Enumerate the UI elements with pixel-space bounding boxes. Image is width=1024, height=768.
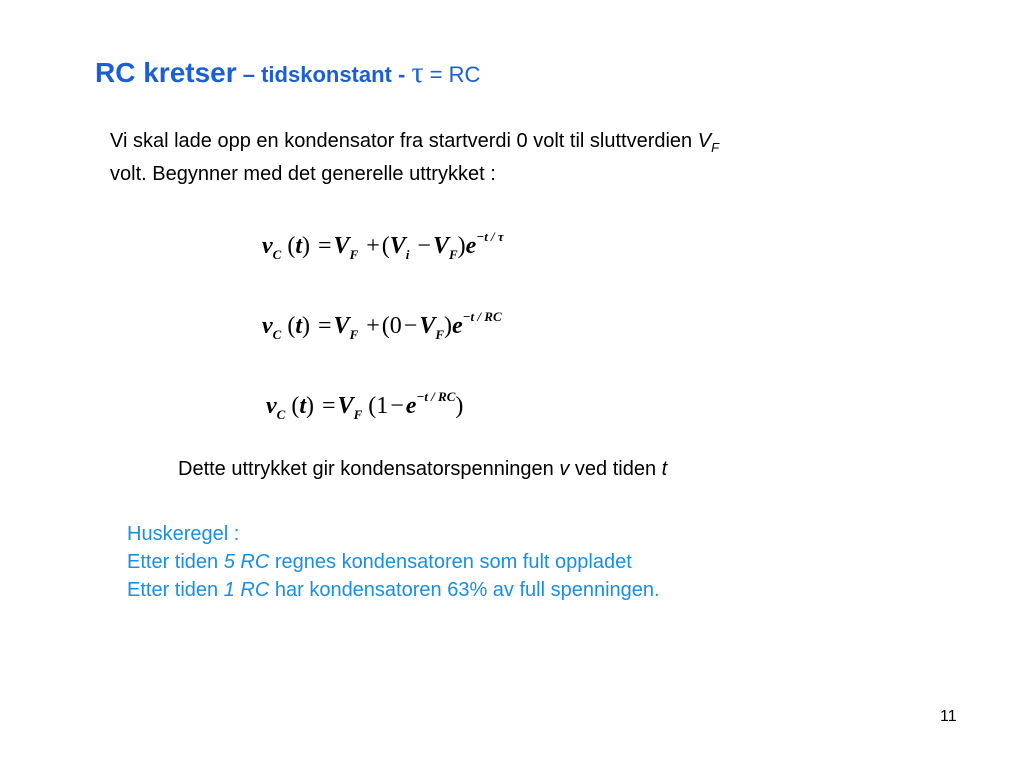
eq2-exponent: −t / RC [462, 309, 502, 324]
eq1-sub-f2: F [448, 247, 458, 262]
equation-general [262, 230, 504, 261]
eq3-paren-open: ( [291, 393, 300, 419]
title-main: RC kretser [95, 57, 237, 88]
eq2-bracket-close: ) [444, 313, 453, 339]
rule-line2-suffix: har kondensatoren 63% av full spenningen. [269, 579, 660, 601]
eq3-e: e [405, 393, 417, 419]
intro-var-v: V [697, 130, 712, 152]
eq1-bracket-close: ) [457, 233, 466, 259]
intro-text [110, 128, 910, 187]
eq1-vf2: V [432, 233, 449, 259]
eq3-equals: = [322, 393, 336, 419]
eq3-minus: − [390, 393, 404, 419]
eq2-equals: = [318, 313, 332, 339]
conclusion-prefix: Dette uttrykket gir kondensatorspenningen [178, 458, 560, 480]
eq3-paren-close: ) [306, 393, 314, 419]
eq1-sub-c: C [272, 247, 282, 262]
eq3-exponent: −t / RC [416, 389, 456, 404]
rule-line1-prefix: Etter tiden [127, 551, 224, 573]
title-eq: = RC [423, 62, 481, 87]
eq2-vf: V [333, 313, 350, 339]
eq3-v: v [266, 393, 277, 419]
eq3-sub-f: F [353, 407, 363, 422]
eq1-t: t [295, 233, 302, 259]
rule-line2 [127, 576, 660, 604]
eq2-sub-f2: F [435, 327, 445, 342]
rule-line2-em: 1 RC [223, 579, 270, 601]
intro-var-f: F [711, 140, 720, 155]
page-title [95, 56, 480, 90]
eq2-sub-c: C [272, 327, 282, 342]
title-sub: – tidskonstant - [236, 62, 412, 87]
rule-line1-suffix: regnes kondensatoren som fult oppladet [269, 551, 632, 573]
rule-line2-prefix: Etter tiden [127, 579, 224, 601]
eq1-plus: + [366, 233, 380, 259]
intro-line2: volt. Begynner med det generelle uttrykket : [110, 163, 496, 185]
eq2-e: e [452, 313, 463, 339]
conclusion-v: v [559, 458, 570, 480]
eq3-one: 1 [376, 393, 389, 419]
eq2-vf2: V [419, 313, 436, 339]
eq1-sub-f: F [349, 247, 359, 262]
conclusion-text [178, 458, 667, 481]
eq2-v: v [262, 313, 273, 339]
eq2-zero: 0 [389, 313, 402, 339]
eq2-plus: + [366, 313, 380, 339]
eq2-sub-f: F [349, 327, 359, 342]
eq1-paren-open: ( [287, 233, 296, 259]
conclusion-mid: ved tiden [569, 458, 662, 480]
eq1-vi: V [389, 233, 406, 259]
rule-line1 [127, 548, 660, 576]
eq3-vf: V [337, 393, 354, 419]
intro-line1: Vi skal lade opp en kondensator fra startverdi 0 volt til sluttverdien [110, 130, 698, 152]
eq2-t: t [295, 313, 302, 339]
eq3-bracket-open: ( [368, 393, 377, 419]
equation-zero-initial [262, 310, 502, 341]
rule-line1-em: 5 RC [223, 551, 270, 573]
eq3-sub-c: C [276, 407, 286, 422]
eq1-paren-close: ) [302, 233, 310, 259]
eq1-exponent: −t / τ [476, 229, 504, 244]
eq1-e: e [465, 233, 477, 259]
eq1-bracket-open: ( [381, 233, 390, 259]
eq2-bracket-open: ( [381, 313, 390, 339]
eq1-v: v [262, 233, 273, 259]
conclusion-t: t [661, 458, 668, 480]
eq2-paren-open: ( [287, 313, 296, 339]
equation-final [266, 390, 463, 421]
eq2-minus: − [403, 313, 418, 339]
eq1-vf: V [333, 233, 350, 259]
eq1-equals: = [318, 233, 332, 259]
page-number: 11 [940, 708, 957, 725]
rule-of-thumb [127, 520, 660, 604]
eq1-sub-i: i [405, 247, 410, 262]
eq2-paren-close: ) [302, 313, 310, 339]
eq1-minus: − [417, 233, 431, 259]
eq3-t: t [299, 393, 306, 419]
title-tau: τ [411, 56, 424, 89]
eq3-bracket-close: ) [455, 393, 464, 419]
rule-heading: Huskeregel : [127, 523, 240, 545]
